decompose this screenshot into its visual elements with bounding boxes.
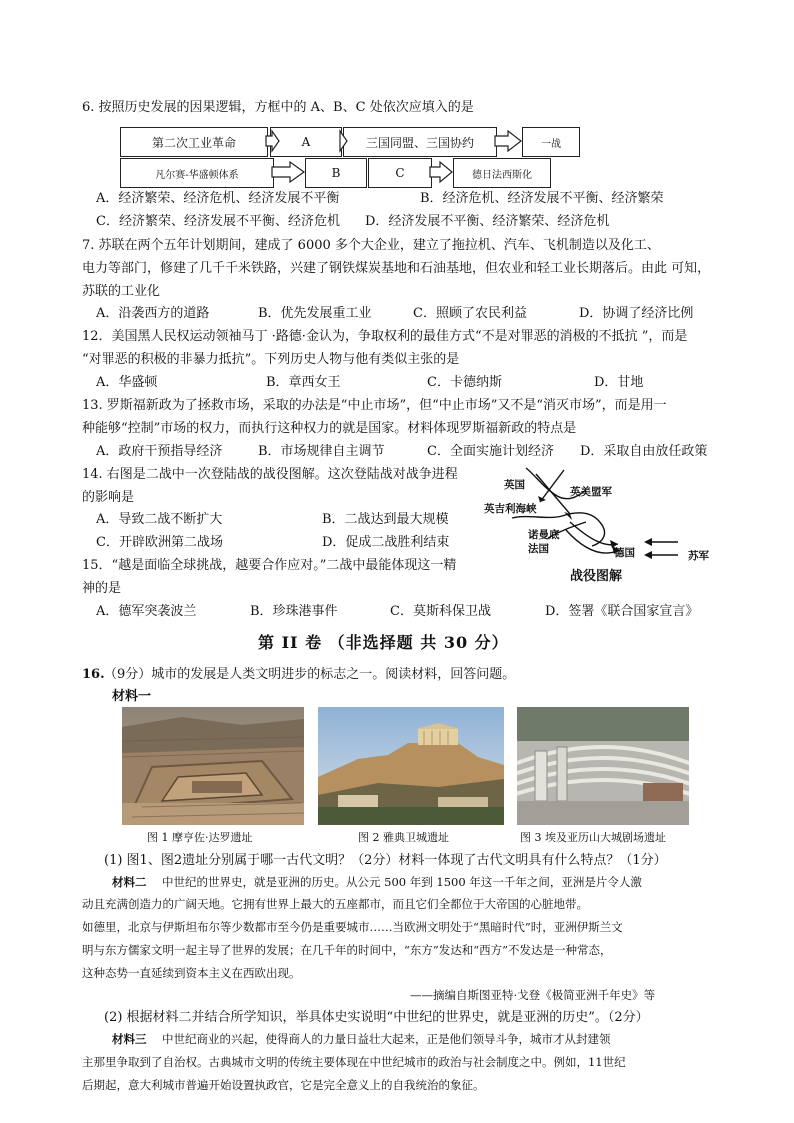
flow-box-a: A [270, 127, 342, 157]
allied-arrow-line-1 [536, 474, 570, 514]
q15-option-d: D．签署《联合国家宣言》 [545, 604, 699, 619]
q12-option-a: A．华盛顿 [96, 375, 158, 390]
arrow-5 [430, 162, 452, 182]
q7-option-b: B．优先发展重工业 [258, 306, 372, 321]
q16-number: 16. [82, 667, 105, 682]
material-2-label: 材料二 [112, 875, 147, 889]
q15-option-c: C．莫斯科保卫战 [390, 604, 491, 619]
material-2-line4: 明与东方儒家文明一起主导了世界的发展；在几千年的时间中，“东方”发达和“西方”不发达是一种常态， [82, 943, 612, 957]
q7-option-a: A．沿袭西方的道路 [96, 306, 210, 321]
material-2-line1: 中世纪的世界史，就是亚洲的历史。从公元 500 年到 1500 年这一千年之间，亚洲是片令人激 [162, 875, 642, 889]
arrow-1 [266, 131, 279, 151]
soviet-arrowhead-1 [644, 538, 652, 546]
q6-option-d: D．经济发展不平衡、经济繁荣、经济危机 [365, 214, 610, 229]
q16-sub2: (2) 根据材料二并结合所学知识，举具体史实说明“中世纪的世界史，就是亚洲的历史”。（2分） [104, 1010, 649, 1025]
q14-option-c: C．开辟欧洲第二战场 [96, 535, 223, 550]
caption-fig2: 图 2 雅典卫城遗址 [358, 831, 449, 844]
q16-sub1: (1) 图1、图2遗址分别属于哪一古代文明？（2分）材料一体现了古代文明具有什么特点？（1分） [104, 853, 667, 868]
q6-stem: 6. 按照历史发展的因果逻辑，方框中的 A、B、C 处依次应填入的是 [82, 100, 474, 115]
q6-option-b: B．经济危机、经济发展不平衡、经济繁荣 [420, 191, 664, 206]
allied-arrowhead-2 [538, 496, 546, 502]
q7-line2: 电力等部门，修建了几千千米铁路，兴建了钢铁煤炭基地和石油基地，但农业和轻工业长期落后。由此 可知， [82, 261, 711, 276]
q12-line1: 12．美国黑人民权运动领袖马丁 ·路德·金认为，争取权利的最佳方式“不是对罪恶的消极的不抵抗 ”，而是 [82, 329, 688, 344]
material-3-line3: 后期起，意大利城市普遍开始设置执政官，它是完全意义上的自我统治的象征。 [82, 1078, 485, 1092]
q6-option-c: C．经济繁荣、经济发展不平衡、经济危机 [96, 214, 340, 229]
q12-option-d: D．甘地 [594, 375, 644, 390]
q15-line2: 神的是 [82, 581, 122, 596]
q7-line3: 苏联的工业化 [82, 284, 161, 299]
q16-intro: （9分）城市的发展是人类文明进步的标志之一。阅读材料，回答问题。 [104, 667, 516, 682]
section-title: 第 II 卷 （非选择题 共 30 分） [258, 633, 509, 652]
q12-option-b: B．章西女王 [266, 375, 341, 390]
caption-fig1: 图 1 摩亨佐·达罗遗址 [147, 831, 253, 844]
q14-line1: 14. 右图是二战中一次登陆战的战役图解。这次登陆战对战争进程 [82, 467, 458, 482]
map-label-soviet: 苏军 [688, 550, 709, 562]
q15-line1: 15．“越是面临全球挑战，越要合作应对。”二战中最能体现这一精 [82, 558, 457, 573]
caption-fig3: 图 3 埃及亚历山大城剧场遗址 [520, 831, 666, 844]
q13-option-b: B．市场规律自主调节 [258, 444, 385, 459]
q13-option-c: C．全面实施计划经济 [427, 444, 554, 459]
q6-option-a: A．经济繁荣、经济危机、经济发展不平衡 [96, 191, 340, 206]
map-title: 战役图解 [570, 569, 623, 584]
flow-box-alliances: 三国同盟、三国协约 [343, 127, 497, 157]
q13-option-d: D．采取自由放任政策 [580, 444, 708, 459]
material-3-label: 材料三 [112, 1032, 147, 1046]
q13-option-a: A．政府干预指导经济 [96, 444, 223, 459]
photo-acropolis [318, 707, 504, 825]
arrow-4 [272, 162, 304, 182]
q14-line2: 的影响是 [82, 490, 135, 505]
battle-map [478, 460, 728, 590]
map-label-normandy: 诺曼底 [528, 529, 560, 541]
soviet-arrowhead-2 [644, 551, 652, 559]
q14-option-a: A．导致二战不断扩大 [96, 512, 223, 527]
map-label-france: 法国 [528, 543, 549, 555]
flow-box-fascism: 德日法西斯化 [453, 158, 551, 188]
q14-option-b: B．二战达到最大规模 [322, 512, 449, 527]
material-1-label: 材料一 [112, 689, 152, 704]
flow-box-c: C [368, 158, 432, 188]
flow-arrows [0, 0, 794, 200]
q7-line1: 7. 苏联在两个五年计划期间，建成了 6000 多个大企业，建立了拖拉机、汽车、飞机制造以及化工、 [82, 238, 660, 253]
material-2-line3: 如德里，北京与伊斯坦布尔等少数都市至今仍是重要城市……当欧洲文明处于“黑暗时代”时，亚洲伊斯兰文 [82, 920, 623, 934]
material-3-line1: 中世纪商业的兴起，使得商人的力量日益壮大起来，正是他们领导斗争，城市才从封建领 [162, 1032, 611, 1046]
flow-box-industrial-revolution: 第二次工业革命 [120, 127, 268, 157]
material-2-line5: 这种态势一直延续到资本主义在西欧出现。 [82, 966, 301, 980]
q14-option-d: D．促成二战胜利结束 [322, 535, 450, 550]
material-2-line2: 动且充满创造力的广阔天地。它拥有世界上最大的五座都市，而且它们全都位于大帝国的心脏地带。 [82, 897, 588, 911]
material-3-line2: 主那里争取到了自治权。古典城市文明的传统主要体现在中世纪城市的政治与社会制度之中。例如，11世纪 [82, 1055, 626, 1069]
map-label-allies: 英美盟军 [570, 486, 612, 498]
q13-line2: 种能够“控制”市场的权力，而执行这种权力的就是国家。材料体现罗斯福新政的特点是 [82, 421, 577, 436]
q12-line2: “对罪恶的积极的非暴力抵抗”。下列历史人物与他有类似主张的是 [82, 352, 460, 367]
flow-box-b: B [305, 158, 367, 188]
material-2-source: ——摘编自斯图亚特·戈登《极简亚洲千年史》等 [410, 988, 656, 1002]
photo-mohenjo-daro [122, 707, 304, 825]
q12-option-c: C．卡德纳斯 [427, 375, 502, 390]
arrow-3 [495, 131, 521, 151]
photo-alexandria-theatre [517, 707, 689, 825]
q15-option-a: A．德军突袭波兰 [96, 604, 197, 619]
flow-box-ww1: 一战 [522, 127, 580, 157]
flow-box-versailles: 凡尔赛-华盛顿体系 [120, 158, 274, 188]
q7-option-c: C．照顾了农民利益 [413, 306, 527, 321]
map-label-germany: 德国 [614, 547, 635, 559]
arrow-2 [340, 131, 347, 151]
q7-option-d: D．协调了经济比例 [579, 306, 694, 321]
map-label-channel: 英吉利海峡 [484, 503, 537, 515]
q13-line1: 13. 罗斯福新政为了拯救市场，采取的办法是“中止市场”，但“中止市场”又不是“消灭市场”，而是用一 [82, 398, 667, 413]
map-label-uk: 英国 [504, 479, 525, 491]
q15-option-b: B．珍珠港事件 [250, 604, 338, 619]
